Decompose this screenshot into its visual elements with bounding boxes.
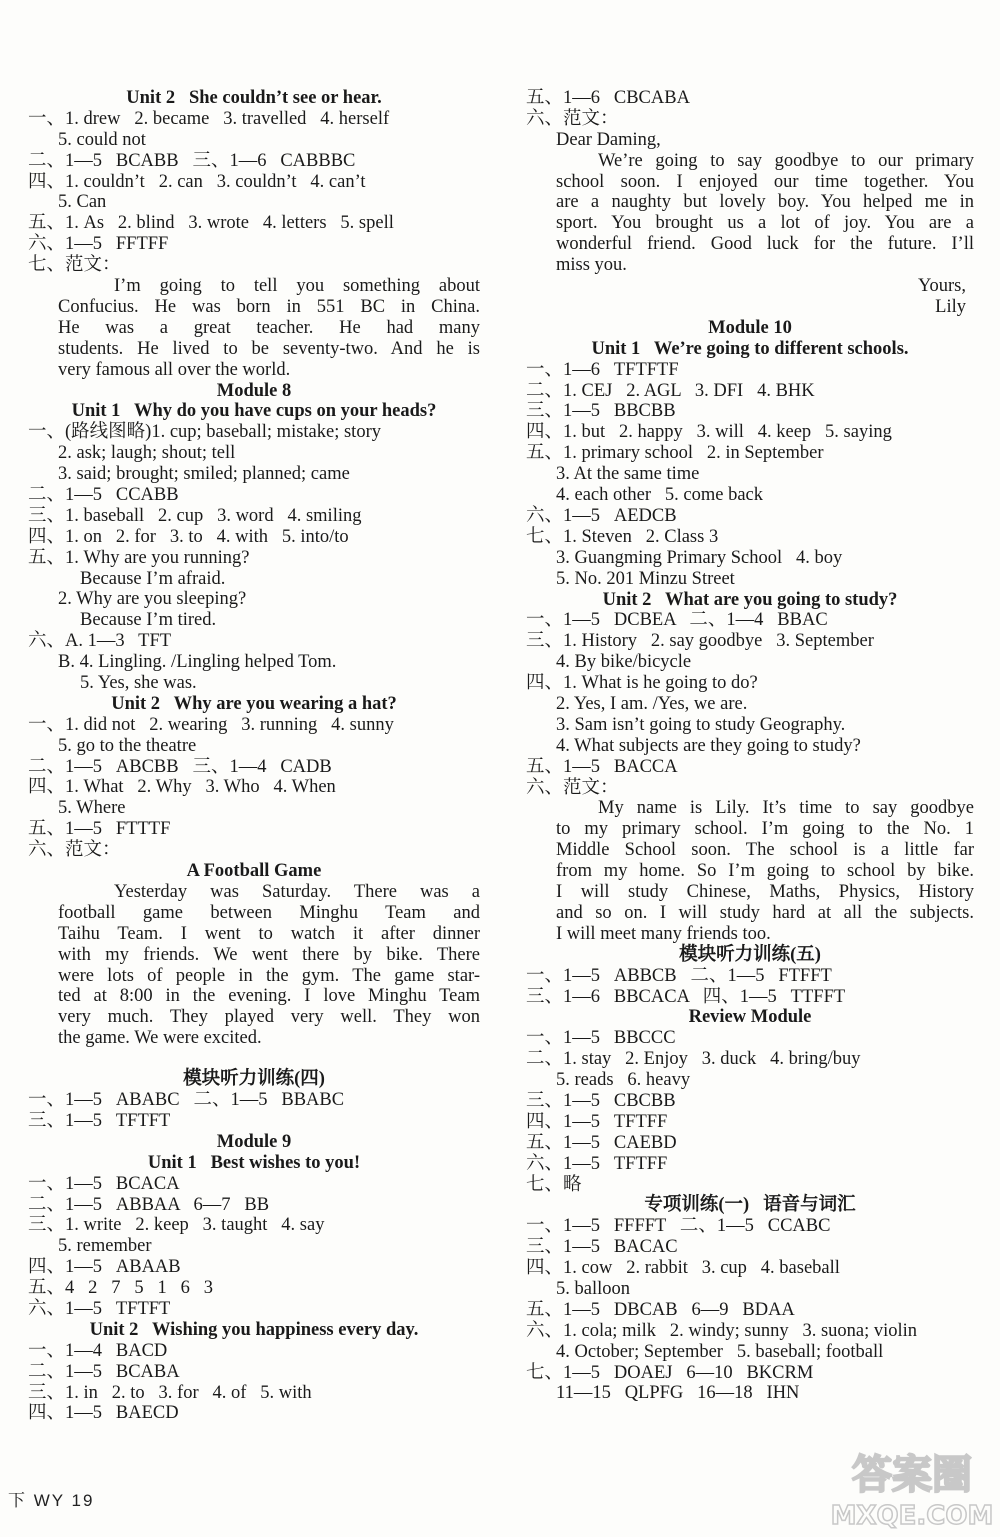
- answer-line: 5. balloon: [556, 1279, 630, 1299]
- answer-line: 四、1. but 2. happy 3. will 4. keep 5. saying: [526, 422, 892, 443]
- essay-line: and so on. I will study hard at all the subjects.: [556, 902, 974, 923]
- answer-line: 五、1—5 DBCAB 6—9 BDAA: [526, 1299, 795, 1320]
- answer-line: 六、1—5 FFTFF: [28, 234, 169, 255]
- answer-line: 七、1. Steven 2. Class 3: [526, 526, 719, 547]
- section-heading: A Football Game: [186, 861, 322, 882]
- answer-line: 4. By bike/bicycle: [556, 652, 692, 673]
- answer-line: 二、1—5 BCABB 三、1—6 CABBBC: [28, 150, 356, 171]
- essay-paragraph: [28, 276, 480, 381]
- answer-line: 一、(路线图略)1. cup; baseball; mistake; story: [28, 422, 381, 443]
- answer-line: 4. October; September 5. baseball; football: [556, 1341, 884, 1362]
- answer-line: 四、1—5 ABAAB: [28, 1257, 181, 1278]
- essay-line: miss you.: [556, 255, 627, 276]
- essay-line: My name is Lily. It’s time to say goodbye: [598, 798, 974, 819]
- answer-line: 5. Yes, she was.: [80, 673, 197, 694]
- essay-line: the game. We were excited.: [58, 1028, 262, 1049]
- letter-signature: Yours,: [918, 276, 966, 297]
- essay-line: I’m going to tell you something about: [114, 276, 480, 297]
- answer-line: 一、1—5 DCBEA 二、1—4 BBAC: [526, 610, 828, 631]
- essay-line: from my home. So I’m going to school by bike.: [556, 861, 974, 882]
- answer-line: 五、1—6 CBCABA: [526, 88, 690, 108]
- answer-line: 三、1—5 BBCBB: [526, 401, 676, 422]
- section-heading: Module 10: [708, 317, 792, 338]
- watermark-logo: [830, 1442, 995, 1532]
- answer-line: 六、1—5 AEDCB: [526, 505, 677, 526]
- section-heading: Unit 2 Why are you wearing a hat?: [111, 693, 397, 714]
- essay-paragraph: [526, 151, 974, 276]
- answer-line: 4. each other 5. come back: [556, 485, 764, 506]
- answer-line: 二、1—5 BCABA: [28, 1361, 180, 1382]
- answer-line: B. 4. Lingling. /Lingling helped Tom.: [58, 652, 337, 673]
- answer-line: 一、1—5 BCACA: [28, 1173, 180, 1194]
- answer-line: 六、范文：: [526, 108, 619, 129]
- answer-line: 5. reads 6. heavy: [556, 1070, 691, 1091]
- answer-line: 四、1—5 BAECD: [28, 1403, 179, 1424]
- answer-line: 六、1. cola; milk 2. windy; sunny 3. suona; violin: [526, 1320, 918, 1341]
- answer-line: 四、1. on 2. for 3. to 4. with 5. into/to: [28, 526, 349, 547]
- answer-line: 三、1—5 CBCBB: [526, 1090, 676, 1111]
- answer-line: 二、1—5 ABBAA 6—7 BB: [28, 1194, 270, 1215]
- answer-line: 七、1—5 DOAEJ 6—10 BKCRM: [526, 1362, 814, 1383]
- section-heading: 模块听力训练(四): [183, 1069, 325, 1090]
- answer-line: 三、1—5 BACAC: [526, 1237, 678, 1258]
- answer-line: 六、1—5 TFTFT: [28, 1298, 171, 1319]
- answer-line: 一、1—5 ABABC 二、1—5 BBABC: [28, 1090, 345, 1111]
- answer-line: 一、1. drew 2. became 3. travelled 4. herself: [28, 108, 390, 129]
- answer-line: 六、范文：: [28, 840, 121, 861]
- watermark-text-bottom: MXQE.COM: [830, 1501, 994, 1531]
- answer-line: 三、1. baseball 2. cup 3. word 4. smiling: [28, 505, 362, 526]
- answer-line: 二、1. CEJ 2. AGL 3. DFI 4. BHK: [526, 380, 815, 401]
- answer-line: 5. No. 201 Minzu Street: [556, 568, 735, 589]
- answer-line: 四、1. couldn’t 2. can 3. couldn’t 4. can’t: [28, 171, 366, 192]
- answer-line: 七、略: [526, 1174, 582, 1195]
- answer-line: 2. Why are you sleeping?: [58, 589, 247, 610]
- answer-line: 三、1—6 BBCACA 四、1—5 TTFFT: [526, 986, 846, 1007]
- section-heading: Unit 1 Why do you have cups on your heads?: [71, 401, 437, 422]
- left-column: [28, 88, 480, 1424]
- essay-paragraph: [526, 798, 974, 944]
- answer-line: 3. Sam isn’t going to study Geography.: [556, 714, 846, 735]
- answer-line: 3. Guangming Primary School 4. boy: [556, 547, 843, 568]
- answer-line: 四、1. cow 2. rabbit 3. cup 4. baseball: [526, 1258, 840, 1279]
- answer-line: 4. What subjects are they going to study?: [556, 735, 861, 756]
- answer-line: 五、1. primary school 2. in September: [526, 443, 824, 464]
- essay-line: very famous all over the world.: [58, 359, 291, 380]
- essay-line: wonderful friend. Good luck for the future. I’ll: [556, 234, 974, 255]
- section-heading: Unit 1 Best wishes to you!: [147, 1152, 361, 1173]
- answer-line: 三、1. write 2. keep 3. taught 4. say: [28, 1215, 325, 1236]
- answer-line: 六、1—5 TFTFF: [526, 1153, 668, 1174]
- essay-line: Middle School soon. The school is a little far: [556, 840, 974, 861]
- essay-line: were lots of people in the gym. The game star-: [58, 965, 480, 986]
- watermark-icon: [830, 1442, 995, 1532]
- answer-line: 5. go to the theatre: [58, 735, 197, 756]
- watermark-text-top: 答案圈: [852, 1452, 972, 1498]
- section-heading: 模块听力训练(五): [679, 944, 821, 965]
- answer-line: 一、1—5 FFFFT 二、1—5 CCABC: [526, 1216, 831, 1237]
- answer-line: 六、范文：: [526, 777, 619, 798]
- answer-line: 四、1—5 TFTFF: [526, 1111, 668, 1132]
- answer-line: 三、1. History 2. say goodbye 3. September: [526, 631, 874, 652]
- essay-line: I will meet many friends too.: [556, 923, 771, 944]
- answer-line: 二、1—5 CCABB: [28, 485, 179, 505]
- answer-line: Because I’m afraid.: [80, 568, 226, 589]
- section-heading: Unit 1 We’re going to different schools.: [591, 338, 909, 359]
- answer-line: 2. Yes, I am. /Yes, we are.: [556, 693, 748, 714]
- answer-line: 11—15 QLPFG 16—18 IHN: [556, 1383, 800, 1404]
- answer-line: Dear Daming,: [556, 129, 661, 150]
- spacer: [28, 1049, 480, 1069]
- answer-line: 5. remember: [58, 1236, 152, 1257]
- answer-line: 一、1. did not 2. wearing 3. running 4. sunny: [28, 714, 394, 735]
- essay-line: school soon. I enjoyed our time together. You: [556, 171, 974, 192]
- answer-line: 一、1—6 TFTFTF: [526, 359, 679, 380]
- essay-line: Taihu Team. I went to watch it after dinner: [58, 923, 480, 944]
- letter-signature: Lily: [935, 297, 966, 318]
- answer-line: 三、1—5 TFTFT: [28, 1110, 171, 1131]
- answer-line: 5. Can: [58, 192, 107, 213]
- essay-line: football game between Minghu Team and: [58, 902, 480, 923]
- section-heading: Unit 2 What are you going to study?: [602, 589, 898, 610]
- answer-line: 5. Where: [58, 798, 126, 819]
- answer-line: 一、1—5 ABBCB 二、1—5 FTFFT: [526, 965, 832, 986]
- answer-line: 3. At the same time: [556, 464, 700, 485]
- answer-line: 四、1. What 2. Why 3. Who 4. When: [28, 777, 336, 798]
- answer-line: 五、1. As 2. blind 3. wrote 4. letters 5. spell: [28, 213, 394, 234]
- page-footer: 下 WY 19: [8, 1491, 95, 1510]
- essay-line: Confucius. He was born in 551 BC in China.: [58, 296, 480, 317]
- section-heading: Unit 2 Wishing you happiness every day.: [89, 1319, 419, 1340]
- answer-line: 三、1. in 2. to 3. for 4. of 5. with: [28, 1382, 312, 1403]
- section-heading: 专项训练(一) 语音与词汇: [644, 1195, 856, 1216]
- answer-line: 5. could not: [58, 129, 146, 150]
- answer-line: 四、1. What is he going to do?: [526, 673, 758, 694]
- answer-line: 2. ask; laugh; shout; tell: [58, 443, 236, 464]
- section-heading: Module 9: [216, 1131, 292, 1152]
- answer-line: 六、A. 1—3 TFT: [28, 631, 172, 652]
- essay-line: I will study Chinese, Maths, Physics, History: [556, 882, 974, 903]
- right-column: [526, 88, 974, 1404]
- section-heading: Unit 2 She couldn’t see or hear.: [126, 88, 382, 108]
- answer-line: 一、1—4 BACD: [28, 1340, 168, 1361]
- essay-line: with my friends. We went there by bike. There: [58, 944, 480, 965]
- essay-line: We’re going to say goodbye to our primary: [598, 150, 974, 171]
- answer-line: 五、1—5 CAEBD: [526, 1132, 677, 1153]
- answer-line: 五、1—5 BACCA: [526, 756, 678, 777]
- answer-line: 七、范文：: [28, 255, 121, 276]
- essay-line: students. He lived to be seventy-two. And he is: [58, 338, 480, 359]
- section-heading: Module 8: [216, 380, 292, 401]
- essay-line: Yesterday was Saturday. There was a: [114, 881, 480, 902]
- answer-line: 3. said; brought; smiled; planned; came: [58, 464, 350, 485]
- essay-line: ted at 8:00 in the evening. I love Minghu Team: [58, 986, 480, 1007]
- answer-line: 五、4 2 7 5 1 6 3: [28, 1278, 214, 1299]
- essay-line: sport. You brought us a lot of joy. You are a: [556, 213, 974, 234]
- essay-line: to my primary school. I’m going to the No. 1: [556, 819, 974, 840]
- answer-line: 五、1. Why are you running?: [28, 547, 250, 568]
- answer-line: 二、1—5 ABCBB 三、1—4 CADB: [28, 756, 332, 777]
- answer-line: 五、1—5 FTTTF: [28, 819, 171, 840]
- essay-line: very much. They played very well. They won: [58, 1007, 480, 1028]
- answer-line: Because I’m tired.: [80, 610, 217, 631]
- section-heading: Review Module: [688, 1007, 812, 1028]
- essay-line: He was a great teacher. He had many: [58, 317, 480, 338]
- answer-line: 二、1. stay 2. Enjoy 3. duck 4. bring/buy: [526, 1049, 861, 1070]
- essay-paragraph: [28, 882, 480, 1049]
- essay-line: are a naughty but lovely boy. You helped me in: [556, 192, 974, 213]
- answer-line: 一、1—5 BBCCC: [526, 1028, 676, 1049]
